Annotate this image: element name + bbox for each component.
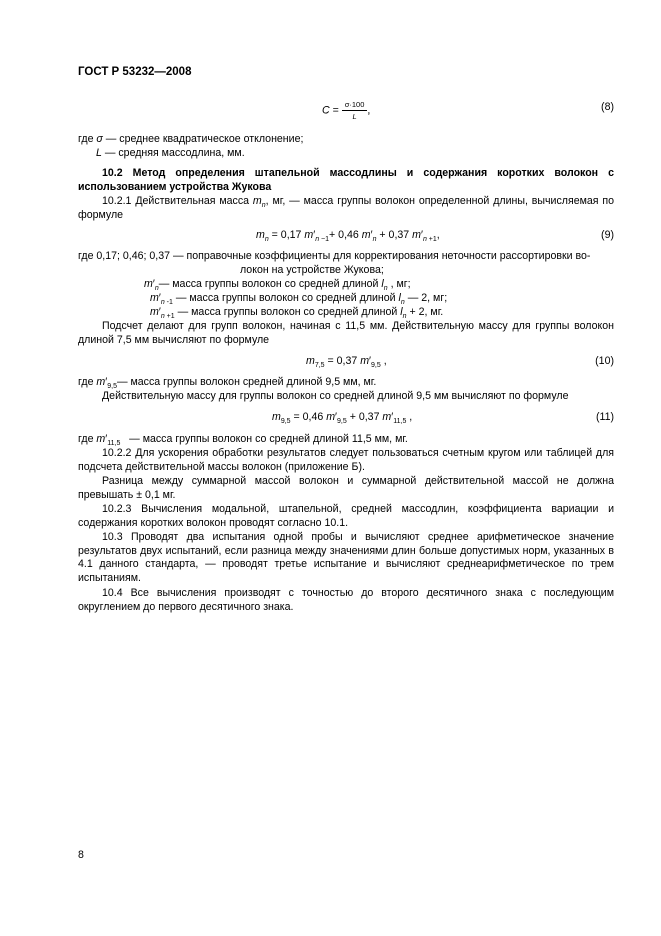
document-header: ГОСТ Р 53232—2008 [78,66,192,78]
where-8-line-1: где σ — среднее квадратическое отклонение; [78,133,304,145]
where-9-line-1: где 0,17; 0,46; 0,37 — поправочные коэффициенты для корректирования неточности рассортировки во- локон на устройстве Жукова; [78,250,591,276]
formula-8-number: (8) [601,101,614,113]
paragraph-10-2-3: 10.2.3 Вычисления модальной, штапельной, средней массодлин, коэффициента вариации и содержания коротких волокон проводят согласно 10.1. [78,503,614,529]
formula-8: C = $\frac{\sigma\cdot 100}{L}$ , [322,100,371,121]
formula-11-number: (11) [595,411,614,423]
where-9-def-3: $m'_{n +1}$ — масса группы волокон со средней длиной $l_n + 2$, мг. [150,306,444,320]
paragraph-9-5: Действительную массу для группы волокон со средней длиной 9,5 мм вычисляют по формуле [102,390,569,402]
where-11: где $m'_{11,5}$ — масса группы волокон со средней длиной 11,5 мм, мг. [78,433,408,447]
section-title: 10.2 Метод определения штапельной массодлины и содержания коротких волокон с использованием устройства Жукова [78,167,614,193]
paragraph-10-2-2: 10.2.2 Для ускорения обработки результатов следует пользоваться счетным кругом или таблицей для подсчета действительной массы волокон (приложение Б). [78,447,614,473]
formula-10: $m_{7,5} = 0,37$ $m'_{9,5}$ , [306,355,387,369]
paragraph-10-3: 10.3 Проводят два испытания одной пробы и вычисляют среднее арифметическое значение результатов двух испытаний, если разница между значениями длин больше допустимых норм, указанных в 4.1 данного стандарта, — проводят третье испытание и вычисляют среднеарифметическое по трем испытаниям. [78,531,614,584]
where-10: где $m'_{9,5}—$ масса группы волокон средней длиной 9,5 мм, мг. [78,376,377,390]
paragraph-10-2-1: 10.2.1 Действительная масса $m_n$, мг, — масса группы волокон определенной длины, вычисляемая по формуле [78,195,615,221]
paragraph-count: Подсчет делают для групп волокон, начиная с 11,5 мм. Действительную массу для группы волокон длиной 7,5 мм вычисляют по формуле [78,320,614,346]
formula-9: $m_n = 0,17$ $m'_{n -1}+ 0,46$ $m'_n + 0,37$ $m'_{n +1}$, [256,229,440,243]
formula-9-number: (9) [601,229,614,241]
formula-11: $m_{9,5} = 0,46$ $m'_{9,5} + 0,37$ $m'_{11,5}$ , [272,411,413,425]
where-9-def-2: $m'_{n -1}$ — масса группы волокон со средней длиной $l_n$ — 2, мг; [150,292,448,306]
formula-10-number: (10) [595,355,614,367]
where-9-def-1: $m'_n—$ масса группы волокон со средней длиной $l_n$ , мг; [144,278,411,292]
paragraph-difference: Разница между суммарной массой волокон и суммарной действительной массой не должна превышать ± 0,1 мг. [78,475,614,501]
paragraph-10-4: 10.4 Все вычисления производят с точностью до второго десятичного знака с последующим округлением до первого десятичного знака. [78,587,614,613]
where-8-line-2: L — средняя массодлина, мм. [96,147,245,159]
page-number: 8 [78,849,84,861]
